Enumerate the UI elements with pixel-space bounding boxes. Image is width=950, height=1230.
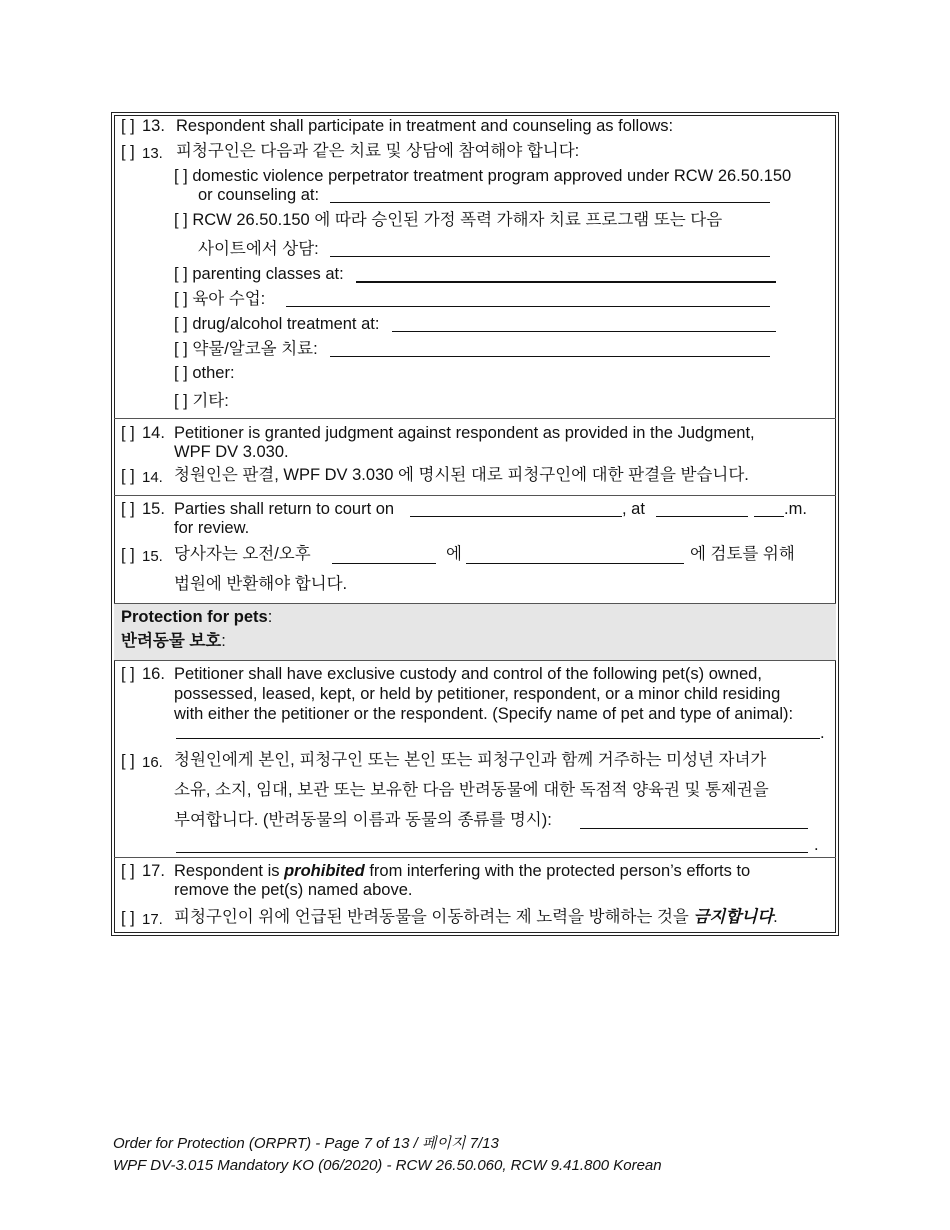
item-15-ko-review: 에 검토를 위해 (690, 545, 795, 563)
item-15-text-cont: for review. (174, 519, 250, 537)
item-number-14: 14. (142, 424, 165, 442)
item-13-text: Respondent shall participate in treatment and counseling as follows: (176, 117, 674, 135)
checkbox-15-ko[interactable]: [ ] (121, 546, 135, 564)
option-parenting: [ ] parenting classes at: (174, 265, 344, 283)
checkbox-13[interactable]: [ ] (121, 117, 135, 135)
item-14-text-ko: 청원인은 판결, WPF DV 3.030 에 명시된 대로 피청구인에 대한 판결을 받습니다. (174, 466, 749, 484)
option-parenting-ko: [ ] 육아 수업: (174, 290, 266, 308)
item-number-13-ko: 13. (142, 145, 163, 162)
item-17-text-cont: remove the pet(s) named above. (174, 881, 413, 899)
dv-counseling-field[interactable] (330, 202, 770, 203)
prohibited-emphasis: prohibited (284, 862, 365, 880)
item-number-17: 17. (142, 862, 165, 880)
am-pm-field[interactable] (754, 516, 784, 517)
option-dv-treatment-cont: or counseling at: (198, 186, 320, 204)
option-dv-treatment: [ ] domestic violence perpetrator treatment program approved under RCW 26.50.150 (174, 167, 792, 185)
item-16-text-2: possessed, leased, kept, or held by petitioner, respondent, or a minor child residing (174, 685, 781, 703)
item-17-text: Respondent is prohibited from interfering with the protected person’s efforts to (174, 862, 751, 880)
section-divider (114, 660, 836, 661)
item-14-text: Petitioner is granted judgment against respondent as provided in the Judgment, (174, 424, 755, 442)
section-divider (114, 603, 836, 604)
am-pm-field-ko[interactable] (332, 563, 436, 564)
item-14-text-cont: WPF DV 3.030. (174, 443, 289, 461)
item-16-text-ko-3: 부여합니다. (반려동물의 이름과 동물의 종류를 명시): (174, 811, 552, 829)
checkbox-16[interactable]: [ ] (121, 665, 135, 683)
pet-description-field[interactable] (176, 738, 820, 739)
item-15-m: .m. (784, 500, 807, 518)
return-date-field-ko[interactable] (466, 563, 684, 564)
parenting-field[interactable] (356, 281, 776, 283)
item-16-period: . (820, 724, 825, 742)
option-other-ko: [ ] 기타: (174, 392, 229, 410)
item-number-17-ko: 17. (142, 911, 163, 928)
item-number-15-ko: 15. (142, 548, 163, 565)
option-dv-treatment-ko-cont: 사이트에서 상담: (198, 240, 319, 258)
section-divider (114, 495, 836, 496)
section-divider (114, 857, 836, 858)
item-16-text-3: with either the petitioner or the respondent. (Specify name of pet and type of animal): (174, 705, 794, 723)
item-15-at: , at (622, 500, 645, 518)
item-number-14-ko: 14. (142, 469, 163, 486)
checkbox-14[interactable]: [ ] (121, 424, 135, 442)
pets-header-ko: 반려동물 보호: (121, 632, 226, 650)
drug-alcohol-field[interactable] (392, 331, 776, 332)
footer-title: Order for Protection (ORPRT) - Page 7 of 13 / 페이지 7/13 (113, 1135, 499, 1152)
option-drug-alcohol: [ ] drug/alcohol treatment at: (174, 315, 380, 333)
item-16-period-ko: . (814, 836, 819, 854)
footer-form-id: WPF DV-3.015 Mandatory KO (06/2020) - RCW 26.50.060, RCW 9.41.800 Korean (113, 1157, 662, 1174)
item-13-text-ko: 피청구인은 다음과 같은 치료 및 상담에 참여해야 합니다: (176, 142, 580, 160)
item-15-text-ko: 당사자는 오전/오후 (174, 545, 311, 563)
item-number-16-ko: 16. (142, 754, 163, 771)
item-number-16: 16. (142, 665, 165, 683)
option-drug-alcohol-ko: [ ] 약물/알코올 치료: (174, 340, 318, 358)
item-15-ko-at: 에 (446, 545, 462, 563)
checkbox-17-ko[interactable]: [ ] (121, 909, 135, 927)
prohibited-emphasis-ko: 금지합니다 (693, 908, 774, 926)
return-date-field[interactable] (410, 516, 622, 517)
checkbox-15[interactable]: [ ] (121, 500, 135, 518)
dv-counseling-field-ko[interactable] (330, 256, 770, 257)
item-16-text-ko-1: 청원인에게 본인, 피청구인 또는 본인 또는 피청구인과 함께 거주하는 미성년 자녀가 (174, 751, 767, 769)
item-16-text-ko-2: 소유, 소지, 임대, 보관 또는 보유한 다음 반려동물에 대한 독점적 양육권 및 통제권을 (174, 781, 769, 799)
item-15-text: Parties shall return to court on (174, 500, 395, 518)
parenting-field-ko[interactable] (286, 306, 770, 307)
item-17-text-ko: 피청구인이 위에 언급된 반려동물을 이동하려는 제 노력을 방해하는 것을 금지합니다. (174, 908, 778, 926)
pets-header-en: Protection for pets: (121, 608, 273, 626)
drug-alcohol-field-ko[interactable] (330, 356, 770, 357)
checkbox-14-ko[interactable]: [ ] (121, 467, 135, 485)
section-divider (114, 418, 836, 419)
option-dv-treatment-ko: [ ] RCW 26.50.150 에 따라 승인된 가정 폭력 가해자 치료 프로그램 또는 다음 (174, 211, 723, 229)
item-15-text-ko-cont: 법원에 반환해야 합니다. (174, 575, 348, 593)
checkbox-13-ko[interactable]: [ ] (121, 143, 135, 161)
checkbox-17[interactable]: [ ] (121, 862, 135, 880)
return-time-field[interactable] (656, 516, 748, 517)
pet-description-field-ko-2[interactable] (176, 852, 808, 853)
item-number-13: 13. (142, 117, 165, 135)
option-other: [ ] other: (174, 364, 235, 382)
item-16-text-1: Petitioner shall have exclusive custody and control of the following pet(s) owned, (174, 665, 762, 683)
checkbox-16-ko[interactable]: [ ] (121, 752, 135, 770)
pet-description-field-ko[interactable] (580, 828, 808, 829)
item-number-15: 15. (142, 500, 165, 518)
